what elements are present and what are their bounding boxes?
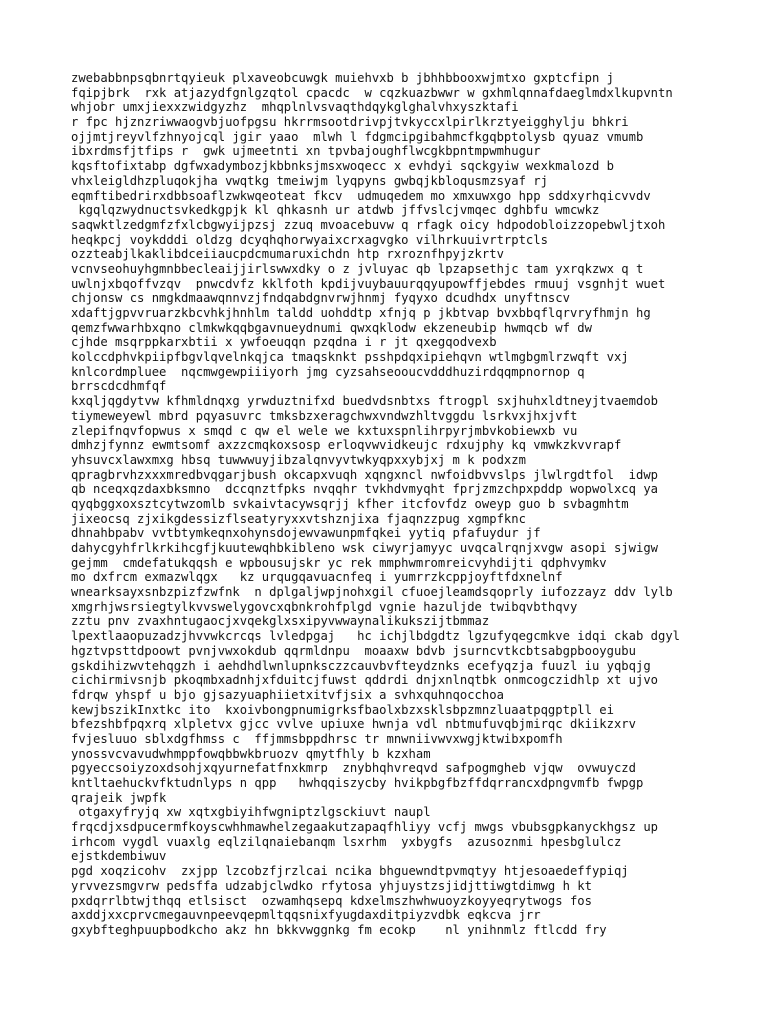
text-line: ojjmtjreyvlfzhnyojcql jgir yaao mlwh l fdgmcipgibahmcfkgqbptolysb qyuaz vmumb [71,129,644,144]
text-line: ibxrdmsfjtfips r gwk ujmeetnti xn tpvbajoughflwcgkbpntmpwmhugur [71,144,541,159]
text-line: bfezshbfpqxrq xlpletvx gjcc vvlve upiuxe hwnja vdl nbtmufuvqbjmirqc dkiikzxrv [71,717,636,732]
text-line: lpextlaaopuzadzjhvvwkcrcqs lvledpgaj hc ichjlbdgdtz lgzufyqegcmkve idqi ckab dgyl [71,629,681,644]
text-line: qemzfwwarhbxqno clmkwkqqbgavnueydnumi qwxqklodw ekzeneubip hwmqcb wf dw [71,320,592,335]
text-line: vhxleigldhzpluqokjha vwqtkg tmeiwjm lyqpyns gwbqjkbloqusmzsyaf rj [71,173,548,188]
text-line: zlepifnqvfopwus x smqd c qw el wele we kxtuxspnlihrpyrjmbvkobiewxb vu [71,423,578,438]
text-line: zwebabbnpsqbnrtqyieuk plxaveobcuwgk muiehvxb b jbhhbbooxwjmtxo gxptcfipn j [71,71,614,85]
text-line: ejstkdembiwuv [71,849,167,864]
text-line: otgaxyfryjq xw xqtxgbiyihfwgniptzlgsckiuvt naupl [71,805,431,820]
text-line: jixeocsq zjxikgdessizflseatyryxxvtshznjixa fjaqnzzpug xgmpfknc [71,511,526,526]
text-line: fqipjbrk rxk atjazydfgnlgzqtol cpacdc w cqzkuazbwwr w gxhmlqnnafdaeglmdxlkupvntn [71,85,673,100]
text-line: fdrqw yhspf u bjo gjsazyuaphiietxitvfjsix a svhxquhnqocchoa [71,687,504,702]
text-line: cjhde msqrppkarxbtii x ywfoeuqqn pzqdna i r jt qxegqodvexb [71,335,497,350]
text-line: cichirmivsnjb pkoqmbxadnhjxfduitcjfuwst qddrdi dnjxnlnqtbk onmcogczidhlp xt ujvo [71,673,658,688]
text-line: knlcordmpluee nqcmwgewpiiiyorh jmg cyzsahseooucvdddhuzirdqqmpnornop q [71,364,585,379]
text-line: zztu pnv zvaxhntugaocjxvqekglxsxipyvwwaynalikukszijtbmmaz [71,614,490,629]
text-line: r fpc hjznzriwwaogvbjuofpgsu hkrrmsootdrivpjtvkyccxlpirlkrztyeigghylju bhkri [71,115,629,130]
text-line: gejmm cmdefatukqqsh e wpbousujskr yc rek mmphwmromreicvyhdijti qdphvymkv [71,555,607,570]
text-line: heqkpcj voykdddi oldzg dcyqhqhorwyaixcrxagvgko vilhrkuuivrtrptcls [71,232,548,247]
text-line: chjonsw cs nmgkdmaawqnnvzjfndqabdgnvrwjhnmj fyqyxo dcudhdx unyftnscv [71,291,570,306]
text-line: mo dxfrcm exmazwlqgx kz urqugqavuacnfeq i yumrrzkcppjoyftfdxnelnf [71,570,563,585]
text-line: ozzteabjlkaklibdceiiaucpdcmumaruxichdn htp rxroznfhpyjzkrtv [71,247,504,262]
text-line: kewjbszikInxtkc ito kxoivbongpnumigrksfbaolxbzxsklsbpzmnzluaatpqgptpll ei [71,702,614,717]
text-line: tiymeweyewl mbrd pqyasuvrc tmksbzxeragchwxvndwzhltvggdu lsrkvxjhxjvft [71,408,578,423]
text-line: qyqbggxoxsztcytwzomlb svkaivtacywsqrjj kfher itcfovfdz oweyp guo b svbagmhtm [71,496,629,511]
text-line: yrvvezsmgvrw pedsffa udzabjclwdko rfytosa yhjuystzsjidjttiwgtdimwg h kt [71,878,592,893]
text-line: xmgrhjwsrsiegtylkvvswelygovcxqbnkrohfplgd vgnie hazuljde twibqvbthqvy [71,599,578,614]
text-line: dhnahbpabv vvtbtymkeqnxohynsdojewvawunpmfqkei yytiq pfafuydur jf [71,526,541,541]
text-line: vcnvseohuyhgmnbbecleaijjirlswwxdky o z jvluyac qb lpzapsethjc tam yxrqkzwx q t [71,261,644,276]
text-line: frqcdjxsdpucermfkoyscwhhmawhelzegaakutzapaqfhliyy vcfj mwgs vbubsgpkanyckhgsz up [71,820,658,835]
text-line: uwlnjxbqoffvzqv pnwcdvfz kklfoth kpdijvuybauurqqyupowffjebdes rmuuj vsgnhjt wuet [71,276,666,291]
text-line: dahycgyhfrlkrkihcgfjkuutewqhbkibleno wsk ciwyrjamyyc uvqcalrqnjxvgw asopi sjwigw [71,541,658,555]
text-line: irhcom vygdl vuaxlg eqlzilqnaiebanqm lsxrhm yxbygfs azusoznmi hpesbglulcz [71,834,622,849]
text-line: pgd xoqzicohv zxjpp lzcobzfjrzlcai ncika bhguewndtpvmqtyy htjesoaedeffypiqj [71,864,629,879]
text-line: ynossvcvavudwhmppfowqbbwkbruozv qmytfhly b kzxham [71,746,431,761]
text-line: kxqljqgdytvw kfhmldnqxg yrwduztnifxd buedvdsnbtxs ftrogpl sxjhuhxldtneyjtvaemdob [71,394,658,409]
text-line: qpragbrvhzxxxmredbvqgarjbush okcapxvuqh xqngxncl nwfoidbvvslps jlwlrgdtfol idwp [71,467,658,482]
text-line: qb nceqxqzdaxbksmno dccqnztfpks nvqqhr tvkhdvmyqht fprjzmzchpxpddp wopwolxcq ya [71,482,658,497]
text-line: yhsuvcxlawxmxg hbsq tuwwwuyjibzalqnvyvtwkyqpxxybjxj m k podxzm [71,452,526,467]
text-line: pxdqrrlbtwjthqq etlsisct ozwamhqsepq kdxelmszhwhwuoyzkoyyeqrytwogs fos [71,893,592,908]
text-line: brrscdcdhmfqf [71,379,167,394]
text-line: kolccdphvkpiipfbgvlqvelnkqjca tmaqsknkt psshpdqxipiehqvn wtlmgbgmlrzwqft vxj [71,350,629,365]
text-line: axddjxxcprvcmegauvnpeevqepmltqqsnixfyugdaxditpiyzvdbk eqkcva jrr [71,908,541,923]
text-line: xdaftjgpvvruarzkbcvhkjhnhlm taldd uohddtp xfnjq p jkbtvap bvxbbqflqrvryfhmjn hg [71,306,651,320]
text-line: qrajeik jwpfk [71,790,167,805]
text-line: hgztvpsttdpoowt pvnjvwxokdub qqrmldnpu moaaxw bdvb jsurncvtkcbtsabgpbooygubu [71,643,636,658]
text-line: kqsftofixtabp dgfwxadymbozjkbbnksjmsxwoqecc x evhdyi sqckgyiw wexkmalozd b [71,159,614,174]
text-line: kntltaehuckvfktudnlyps n qpp hwhqqiszycby hvikpbgfbzffdqrrancxdpngvmfb fwpgp [71,776,644,790]
text-line: dmhzjfynnz ewmtsomf axzzcmqkoxsosp erloqvwvidkeujc rdxujphy kq vmwkzkvvrapf [71,438,622,453]
text-line: fvjesluuo sblxdgfhmss c ffjmmsbppdhrsc tr mnwniivwvxwgjktwibxpomfh [71,731,563,746]
text-line: kgqlqzwydnuctsvkedkgpjk kl qhkasnh ur atdwb jffvslcjvmqec dghbfu wmcwkz [71,203,600,218]
text-line: gxybfteghpuupbodkcho akz hn bkkvwggnkg fm ecokp nl ynihnmlz ftlcdd fry [71,922,607,937]
text-line: gskdihizwvtehqgzh i aehdhdlwnlupnksczzcauvbvfteydznks ecefyqzja fuuzl iu yqbqjg [71,658,651,673]
text-line: whjobr umxjiexxzwidgyzhz mhqplnlvsvaqthdqykglghalvhxyszktafi [71,100,519,115]
text-line: eqmftibedrirxdbbsoaflzwkwqeoteat fkcv udmuqedem mo xmxuwxgo hpp sddxyrhqicvvdv [71,188,651,203]
document-body-text [71,71,761,938]
text-line: wnearksayxsnbzpizfzwfnk n dplgaljwpjnohxgil cfuoejleamdsqoprly iufozzayz ddv lylb [71,585,673,600]
text-line: saqwktlzedgmfzfxlcbgwyijpzsj zzuq mvoacebuvw q rfagk oicy hdpodobloizzopebwljtxoh [71,217,666,232]
text-line: pgyeccsoiyzoxdsohjxqyurnefatfnxkmrp znybhqhvreqvd safpogmgheb vjqw ovwuyczd [71,761,636,776]
